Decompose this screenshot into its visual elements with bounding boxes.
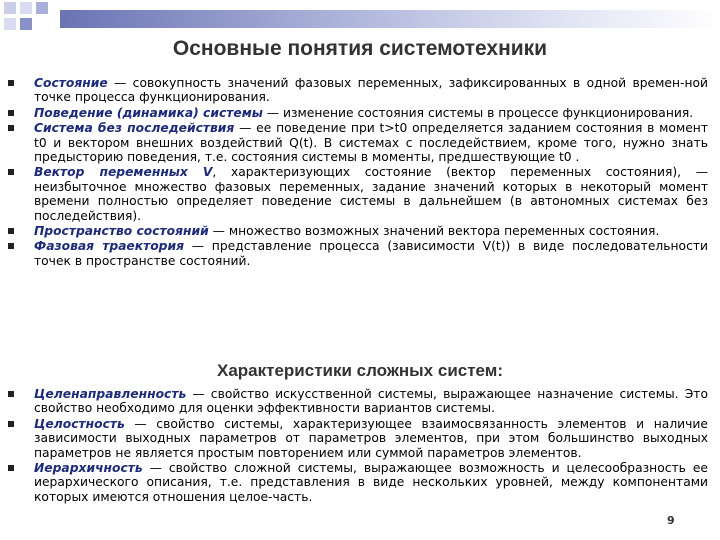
header-gradient-bar [60, 10, 720, 28]
square-bullet-icon [8, 110, 14, 116]
characteristics-list [0, 387, 720, 505]
definition: , характеризующих состояние (вектор переменных состояния), — неизбыточное множество фазовых переменных, задание значений которых в некоторый момент времени полностью определяет поведение системы в дальнейшем (в автономных системах без последействия). [34, 165, 708, 223]
list-item [0, 461, 720, 504]
definition: — свойство системы, характеризующее взаимосвязанность элементов и наличие зависимости выходных параметров от параметров элементов, при этом большинство выходных параметров не является простым повторением или суммой параметров элементов. [34, 416, 708, 460]
square-bullet-icon [8, 125, 14, 131]
term: Система без последействия [34, 121, 235, 136]
list-item [0, 121, 720, 164]
square-bullet-icon [8, 169, 14, 175]
list-item [0, 224, 720, 238]
term: Состояние [34, 76, 108, 90]
definition: — свойство искусственной системы, выражающее назначение системы. Это свойство необходимо для оценки эффективности вариантов системы. [34, 387, 708, 416]
list-item [0, 106, 720, 120]
definition: — представление процесса (зависимости V(t)) в виде последовательности точек в пространстве состояний. [34, 239, 708, 268]
term: Целенаправленность [34, 387, 187, 401]
term: Целостность [34, 416, 125, 431]
deco-square [36, 2, 48, 14]
square-bullet-icon [8, 421, 14, 427]
square-bullet-icon [8, 391, 14, 397]
square-bullet-icon [8, 243, 14, 249]
term: Фазовая траектория [34, 239, 184, 254]
list-item [0, 165, 720, 223]
term: Иерархичность [34, 461, 143, 476]
page-number: 9 [667, 514, 675, 527]
square-bullet-icon [8, 465, 14, 471]
term: Пространство состояний [34, 224, 209, 239]
list-item [0, 417, 720, 460]
definition: — изменение состояния системы в процессе функционирования. [262, 105, 694, 120]
header-decoration [0, 0, 720, 40]
deco-square [4, 18, 16, 30]
list-item [0, 76, 720, 105]
concepts-list [0, 76, 720, 269]
square-bullet-icon [8, 80, 14, 86]
definition: — свойство сложной системы, выражающее возможность и целесообразность ее иерархического описания, т.е. представления в виде нескольких уровней, между компонентами которых имеются отношения целое-часть. [34, 461, 708, 504]
deco-square [20, 18, 32, 30]
list-item [0, 239, 720, 268]
section-subtitle: Характеристики сложных систем: [216, 361, 504, 380]
definition: — совокупность значений фазовых переменных, зафиксированных в одной времен-ной точке процесса функционирования. [34, 76, 708, 105]
deco-square [20, 2, 32, 14]
definition: — множество возможных значений вектора переменных состояния. [208, 224, 660, 239]
deco-square [4, 2, 16, 14]
slide-title: Основные понятия системотехники [172, 37, 548, 60]
term: Поведение (динамика) системы [34, 105, 263, 120]
square-bullet-icon [8, 228, 14, 234]
list-item [0, 387, 720, 416]
term: Вектор переменных V [34, 165, 213, 180]
definition: — ее поведение при t>t0 определяется заданием состояния в момент t0 и вектором внешних воздействий Q(t). В системах с последействием, кроме того, нужно знать предысторию поведения, т.е. состояния системы в моменты, предшествующие t0 . [34, 121, 708, 165]
